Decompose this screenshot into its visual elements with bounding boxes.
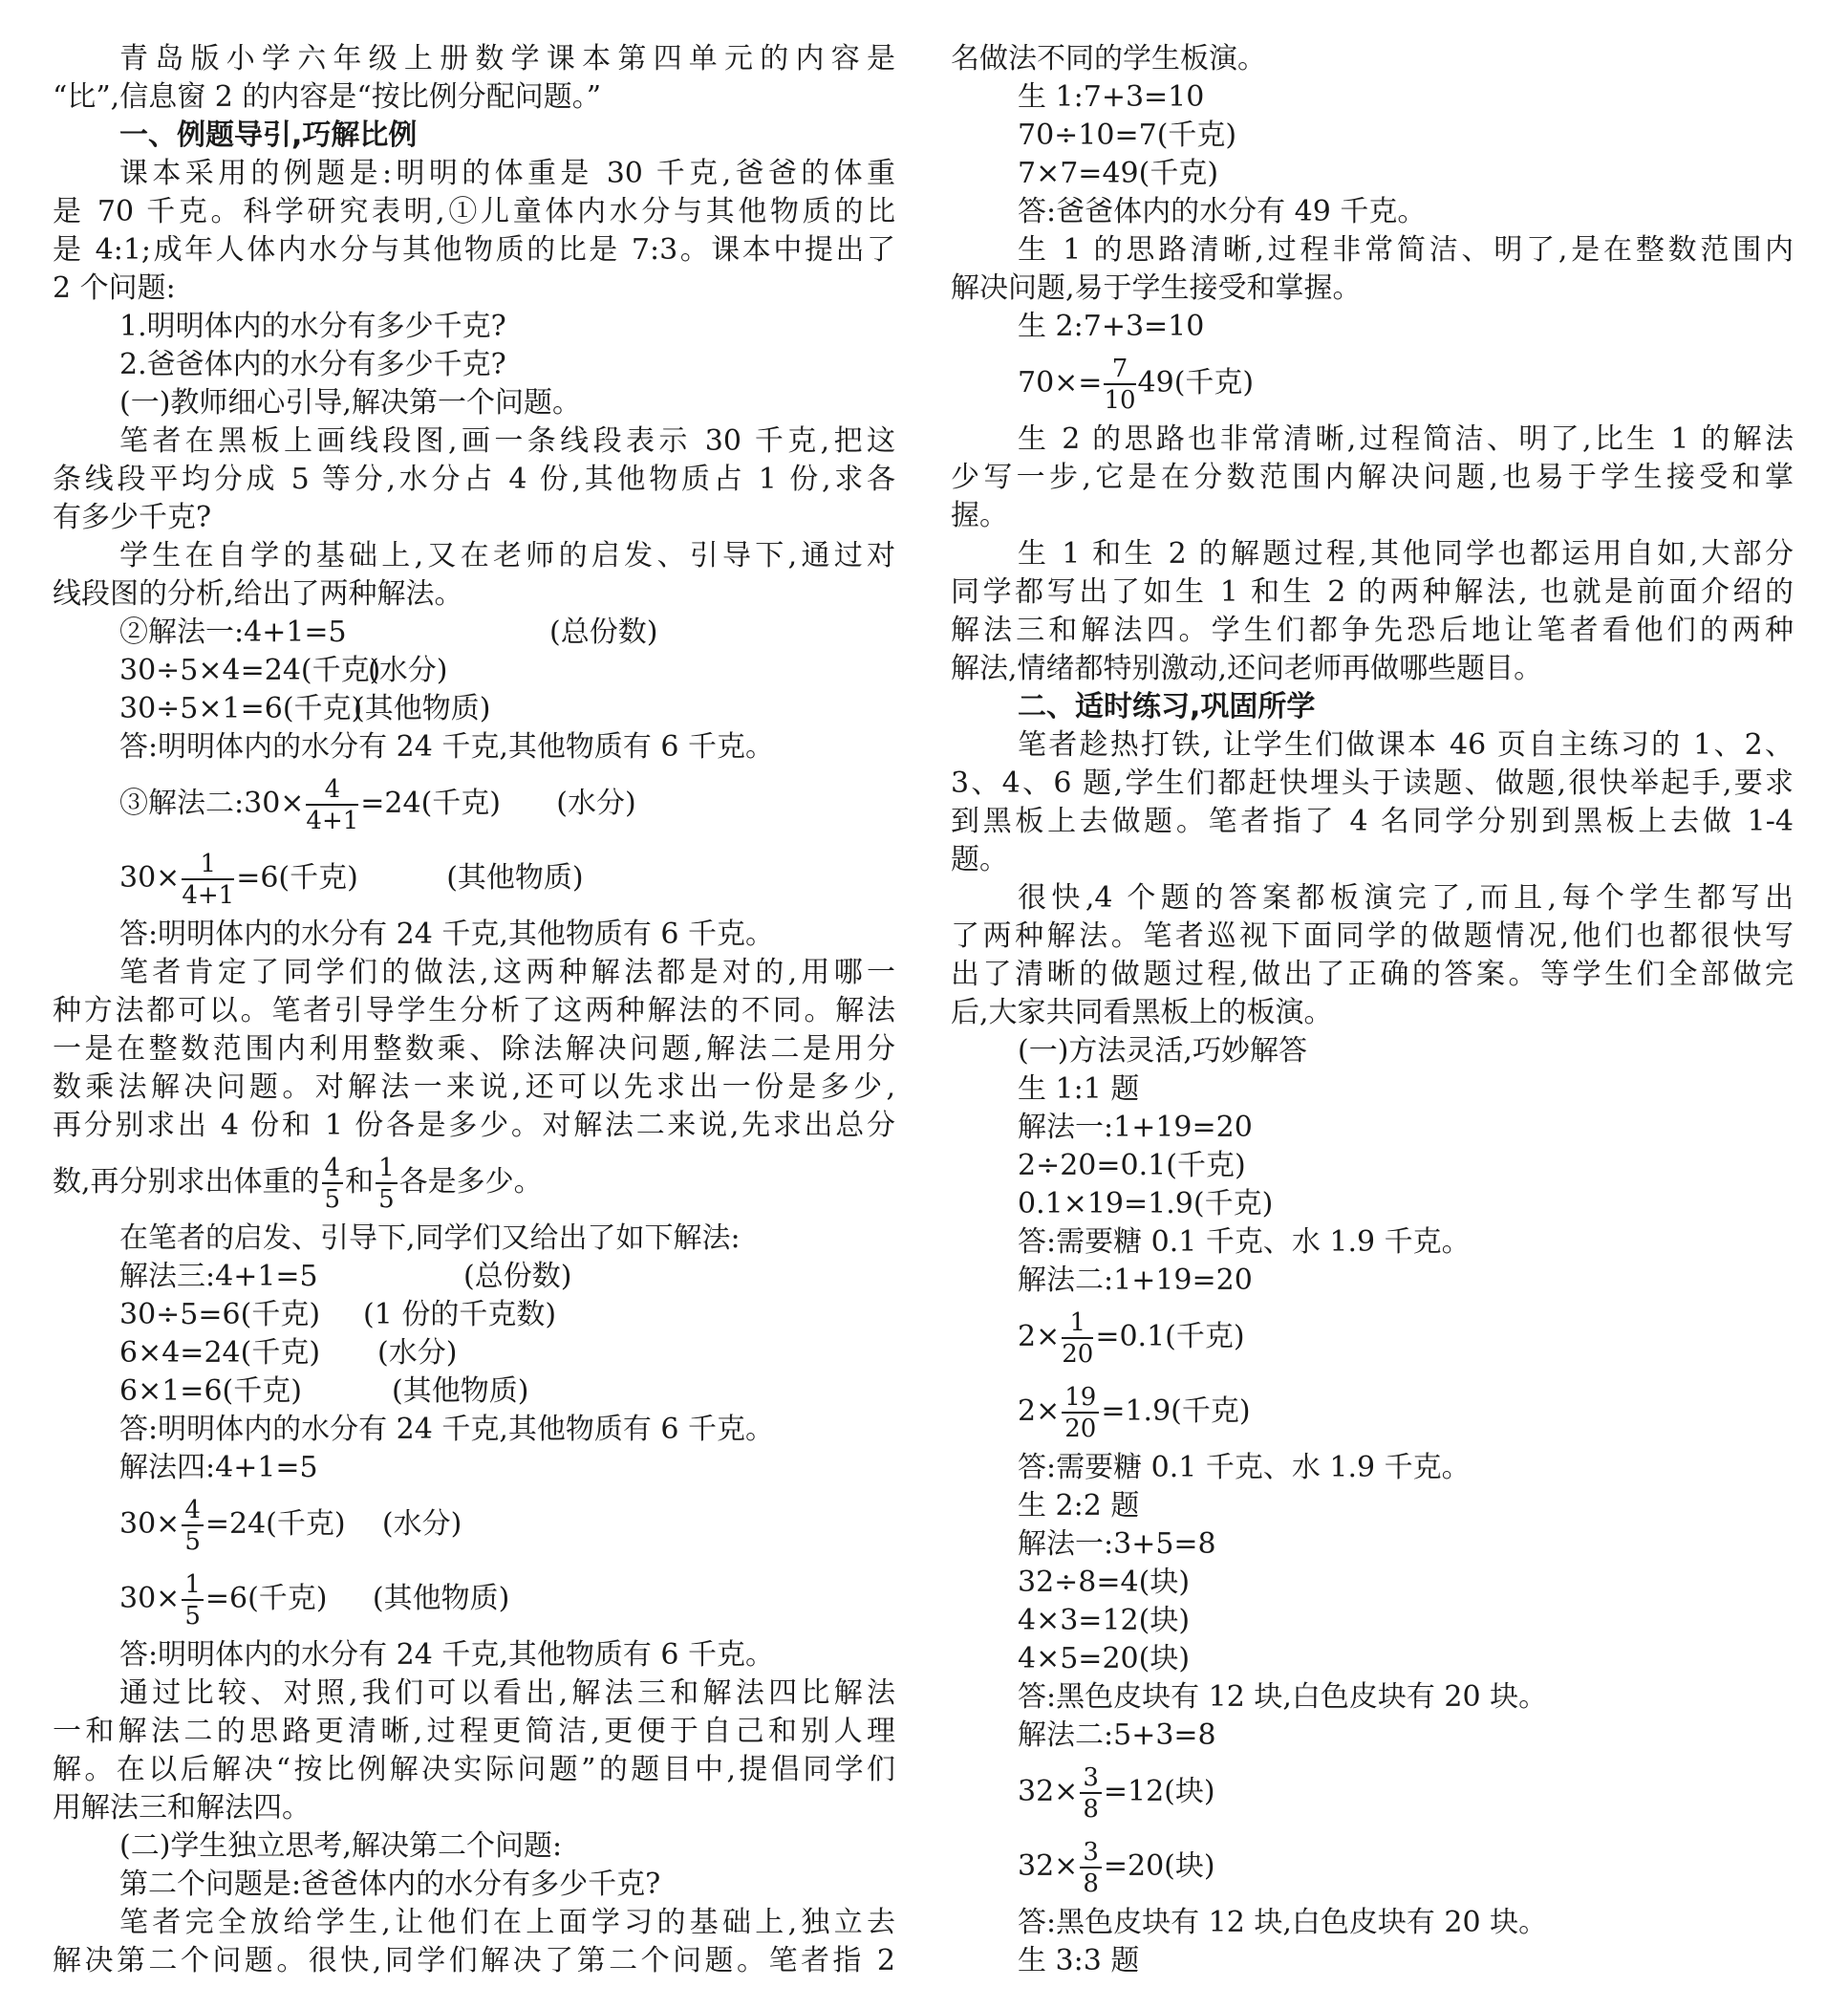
fraction-denominator: 5 (324, 1184, 341, 1214)
math-line: 7×7=49(千克) (1018, 157, 1219, 190)
math-line: 解法一:1+19=20 (1018, 1111, 1253, 1144)
text-line: 到黑板上去做题。笔者指了 4 名同学分别到黑板上去做 1-4 (951, 805, 1794, 838)
fraction-denominator: 4+1 (306, 806, 359, 835)
math-expression: 30× (119, 1582, 181, 1615)
fraction (1062, 1382, 1099, 1443)
math-line (53, 1372, 895, 1411)
fraction (306, 774, 359, 835)
math-expression: =20(块) (1103, 1849, 1215, 1883)
math-expression: 70×= (1018, 366, 1103, 400)
fraction-line (53, 1562, 895, 1636)
text-line: 很快,4 个题的答案都板演完了,而且,每个学生都写出 (1018, 881, 1794, 915)
math-line: 生 2:2 题 (1018, 1489, 1140, 1523)
math-expression: 32× (1018, 1775, 1079, 1808)
text-line: 生 2 的思路也非常清晰,过程简洁、明了,比生 1 的解法 (1018, 422, 1794, 456)
left-column (53, 40, 895, 1980)
math-line: 70÷10=7(千克) (1018, 119, 1237, 152)
math-note: (水分) (368, 654, 448, 687)
fraction-numerator: 4 (306, 777, 358, 806)
math-line: 生 2:7+3=10 (1018, 310, 1205, 343)
math-expression: 30÷5×1=6(千克) (119, 692, 363, 725)
math-expression: 30÷5=6(千克) (119, 1298, 321, 1331)
math-note: (其他物质) (446, 861, 584, 895)
answer-line: 答:黑色皮块有 12 块,白色皮块有 20 块。 (1018, 1680, 1548, 1714)
fraction-numerator: 19 (1062, 1385, 1099, 1414)
fraction-denominator: 10 (1104, 385, 1136, 415)
subsection-heading: (一)方法灵活,巧妙解答 (1018, 1034, 1307, 1068)
math-expression: =24(千克) (360, 787, 502, 820)
math-expression: 30× (119, 861, 181, 895)
math-note: (水分) (381, 1507, 462, 1541)
text-line: 线段图的分析,给出了两种解法。 (53, 577, 463, 611)
fraction-denominator: 20 (1062, 1339, 1094, 1369)
math-expression: =6(千克) (236, 861, 358, 895)
text-line: 一是在整数范围内利用整数乘、除法解决问题,解法二是用分 (53, 1032, 895, 1066)
math-note: (总份数) (463, 1260, 572, 1293)
text-line: 种方法都可以。笔者引导学生分析了这两种解法的不同。解法 (53, 994, 895, 1027)
math-note: (总份数) (549, 616, 658, 649)
math-note: (其他物质) (354, 692, 491, 725)
math-expression: 2× (1018, 1320, 1061, 1353)
math-note: (水分) (556, 787, 636, 820)
text-line: 笔者趁热打铁, 让学生们做课本 46 页自主练习的 1、2、 (1018, 728, 1794, 762)
text-line: 了两种解法。笔者巡视下面同学的做题情况,他们也都很快写 (951, 919, 1794, 953)
text-line: 解法三和解法四。学生们都争先恐后地让笔者看他们的两种 (951, 614, 1794, 647)
text-line: 解法,情绪都特别激动,还问老师再做哪些题目。 (951, 652, 1543, 685)
math-line: 解法四:4+1=5 (119, 1451, 318, 1484)
subsection-heading: (一)教师细心引导,解决第一个问题。 (119, 386, 581, 420)
text-line: 解决问题,易于学生接受和掌握。 (951, 271, 1362, 305)
text-line: 名做法不同的学生板演。 (951, 42, 1266, 76)
answer-line: 答:明明体内的水分有 24 千克,其他物质有 6 千克。 (119, 918, 775, 951)
fraction (1080, 1837, 1102, 1898)
math-expression: ②解法一:4+1=5 (119, 616, 347, 649)
math-line: 解法二:1+19=20 (1018, 1264, 1253, 1297)
math-line (53, 652, 895, 690)
math-line: 生 1:7+3=10 (1018, 80, 1205, 114)
text-line: 笔者完全放给学生,让他们在上面学习的基础上,独立去 (119, 1906, 895, 1939)
math-expression: 解法三:4+1=5 (119, 1260, 318, 1293)
fraction (182, 849, 235, 910)
math-line: 32÷8=4(块) (1018, 1566, 1191, 1599)
question-line: 1.明明体内的水分有多少千克? (119, 310, 506, 343)
math-line: 4×5=20(块) (1018, 1642, 1191, 1675)
text-line: 后,大家共同看黑板上的板演。 (951, 996, 1333, 1029)
math-line: 生 1:1 题 (1018, 1072, 1140, 1106)
math-expression: =12(块) (1103, 1775, 1215, 1808)
fraction (322, 1153, 344, 1214)
math-line (53, 1258, 895, 1296)
fraction (182, 1569, 204, 1631)
fraction (376, 1153, 398, 1214)
right-column (951, 40, 1794, 1980)
fraction-denominator: 5 (184, 1526, 201, 1556)
text-line: 青岛版小学六年级上册数学课本第四单元的内容是 (119, 42, 895, 76)
text-line: 在笔者的启发、引导下,同学们又给出了如下解法: (119, 1221, 741, 1255)
fraction-line (951, 1300, 1794, 1374)
text-run: 各是多少。 (398, 1165, 543, 1199)
text-line: 解。在以后解决“按比例解决实际问题”的题目中,提倡同学们 (53, 1753, 895, 1786)
fraction-line (53, 1145, 895, 1220)
text-line: 是 70 千克。科学研究表明,①儿童体内水分与其他物质的比 (53, 195, 895, 228)
math-note: (其他物质) (392, 1374, 529, 1408)
text-line: 再分别求出 4 份和 1 份各是多少。对解法二来说,先求出总分 (53, 1109, 895, 1142)
math-line (53, 614, 895, 652)
text-line: 少写一步,它是在分数范围内解决问题,也易于学生接受和掌 (951, 461, 1794, 494)
fraction-line (53, 841, 895, 916)
text-line: 生 1 的思路清晰,过程非常简洁、明了,是在整数范围内 (1018, 233, 1794, 267)
math-line (53, 690, 895, 728)
text-line: 同学都写出了如生 1 和生 2 的两种解法, 也就是前面介绍的 (951, 575, 1794, 609)
fraction (1080, 1762, 1102, 1824)
math-line: 4×3=12(块) (1018, 1604, 1191, 1637)
fraction (182, 1495, 204, 1556)
fraction-denominator: 8 (1083, 1869, 1099, 1898)
math-line: 解法一:3+5=8 (1018, 1527, 1216, 1561)
text-line: 解决第二个问题。很快,同学们解决了第二个问题。笔者指 2 (53, 1944, 895, 1977)
text-line: 题。 (951, 843, 1008, 876)
math-expression: ③解法二:30× (119, 787, 305, 820)
math-line: 0.1×19=1.9(千克) (1018, 1187, 1274, 1221)
answer-line: 答:明明体内的水分有 24 千克,其他物质有 6 千克。 (119, 1638, 775, 1672)
math-note: (其他物质) (372, 1582, 510, 1615)
text-line: 是 4:1;成年人体内水分与其他物质的比是 7:3。课本中提出了 (53, 233, 895, 267)
math-note: (1 份的千克数) (363, 1298, 557, 1331)
fraction-numerator: 3 (1080, 1765, 1102, 1794)
fraction-line (951, 1829, 1794, 1904)
fraction-numerator: 1 (182, 852, 234, 880)
fraction (1104, 356, 1135, 413)
math-line: 解法二:5+3=8 (1018, 1718, 1216, 1752)
text-line: 生 1 和生 2 的解题过程,其他同学也都运用自如,大部分 (1018, 537, 1794, 571)
answer-line: 答:明明体内的水分有 24 千克,其他物质有 6 千克。 (119, 730, 775, 764)
fraction-line (53, 767, 895, 841)
fraction-denominator: 5 (378, 1184, 395, 1214)
math-note: (水分) (377, 1336, 458, 1370)
math-expression: =0.1(千克) (1095, 1320, 1245, 1353)
fraction-numerator: 3 (1080, 1840, 1102, 1869)
answer-line: 答:明明体内的水分有 24 千克,其他物质有 6 千克。 (119, 1413, 775, 1446)
text-line: 用解法三和解法四。 (53, 1791, 311, 1825)
text-line: 一和解法二的思路更清晰,过程更简洁,更便于自己和别人理 (53, 1715, 895, 1748)
text-line: 数乘法解决问题。对解法一来说,还可以先求出一份是多少, (53, 1070, 895, 1104)
section-heading: 一、例题导引,巧解比例 (119, 119, 418, 152)
question-line: 第二个问题是:爸爸体内的水分有多少千克? (119, 1868, 661, 1901)
section-heading: 二、适时练习,巩固所学 (1018, 690, 1316, 724)
math-expression: 6×1=6(千克) (119, 1374, 302, 1408)
math-expression: 32× (1018, 1849, 1079, 1883)
fraction-denominator: 8 (1083, 1794, 1099, 1824)
fraction-denominator: 4+1 (182, 880, 235, 910)
fraction-line (951, 1374, 1794, 1449)
text-line: 出了清晰的做题过程,做出了正确的答案。等学生们全部做完 (951, 958, 1794, 991)
fraction-line (53, 1487, 895, 1562)
question-line: 2.爸爸体内的水分有多少千克? (119, 348, 506, 381)
text-run: 数,再分别求出体重的 (53, 1165, 320, 1199)
math-line (53, 1334, 895, 1372)
answer-line: 答:爸爸体内的水分有 49 千克。 (1018, 195, 1427, 228)
math-expression: 2× (1018, 1394, 1061, 1428)
text-run: 和 (345, 1165, 375, 1199)
answer-line: 答:黑色皮块有 12 块,白色皮块有 20 块。 (1018, 1906, 1548, 1939)
text-line: 学生在自学的基础上,又在老师的启发、引导下,通过对 (119, 539, 895, 572)
text-line: 2 个问题: (53, 271, 176, 305)
fraction (1062, 1307, 1094, 1369)
math-expression: 49(千克) (1137, 366, 1255, 400)
math-expression: 6×4=24(千克) (119, 1336, 321, 1370)
math-line (53, 1296, 895, 1334)
fraction-numerator: 4 (182, 1498, 204, 1526)
text-line: 通过比较、对照,我们可以看出,解法三和解法四比解法 (119, 1676, 895, 1710)
math-expression: =6(千克) (204, 1582, 328, 1615)
answer-line: 答:需要糖 0.1 千克、水 1.9 千克。 (1018, 1451, 1471, 1484)
math-expression: =1.9(千克) (1101, 1394, 1251, 1428)
fraction-numerator: 1 (182, 1572, 204, 1601)
text-line: 3、4、6 题,学生们都赶快埋头于读题、做题,很快举起手,要求 (951, 767, 1794, 800)
fraction-line (951, 346, 1794, 421)
text-line: 笔者肯定了同学们的做法,这两种解法都是对的,用哪一 (119, 956, 895, 989)
fraction-line (951, 1755, 1794, 1829)
math-expression: 30× (119, 1507, 181, 1541)
fraction-numerator: 1 (376, 1156, 398, 1184)
text-line: 有多少千克? (53, 501, 212, 534)
fraction-numerator: 1 (1062, 1310, 1093, 1339)
text-line: 笔者在黑板上画线段图,画一条线段表示 30 千克,把这 (119, 424, 895, 458)
text-line: 课本采用的例题是:明明的体重是 30 千克,爸爸的体重 (119, 157, 895, 190)
fraction-numerator: 7 (1104, 356, 1135, 385)
fraction-denominator: 5 (184, 1601, 201, 1631)
math-line: 生 3:3 题 (1018, 1944, 1140, 1977)
subsection-heading: (二)学生独立思考,解决第二个问题: (119, 1829, 563, 1863)
text-line: 条线段平均分成 5 等分,水分占 4 份,其他物质占 1 份,求各 (53, 463, 895, 496)
math-expression: =24(千克) (204, 1507, 346, 1541)
fraction-numerator: 4 (322, 1156, 344, 1184)
math-line: 2÷20=0.1(千克) (1018, 1149, 1246, 1182)
fraction-denominator: 20 (1064, 1414, 1097, 1443)
math-expression: 30÷5×4=24(千克) (119, 654, 381, 687)
text-line: “比”,信息窗 2 的内容是“按比例分配问题。” (53, 80, 602, 114)
answer-line: 答:需要糖 0.1 千克、水 1.9 千克。 (1018, 1225, 1471, 1259)
text-line: 握。 (951, 499, 1008, 532)
